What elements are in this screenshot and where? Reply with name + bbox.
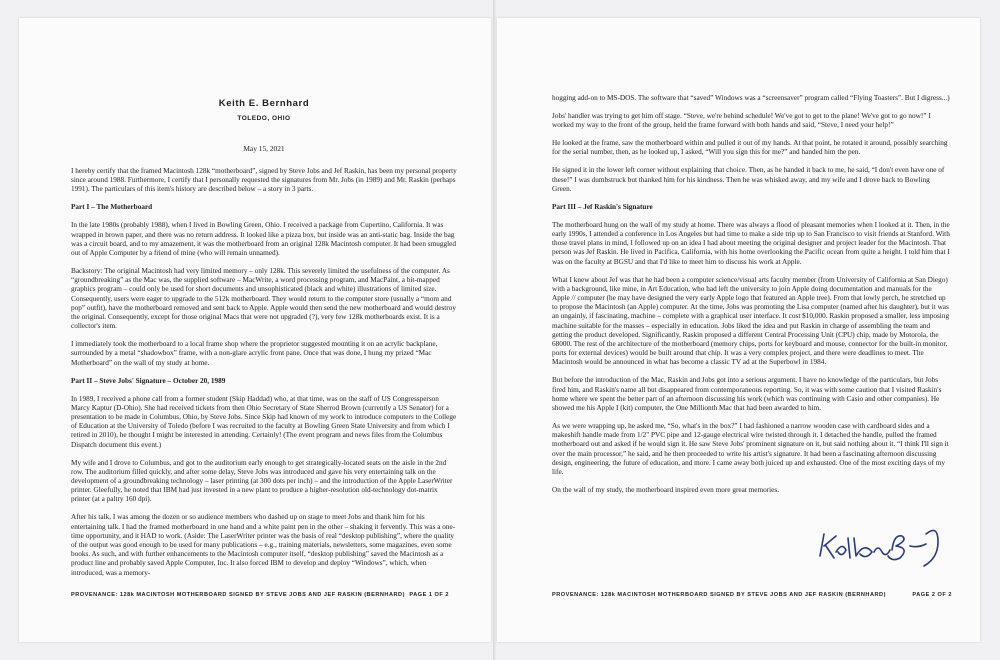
paragraph: As we were wrapping up, he asked me, “So, what's in the box?” I had fashioned a narrow wooden case with cardboard sides and a makeshift handle made from 1/2" PVC pipe and 12-gauge electrical wire twisted through it. I detached the handle, pulled the framed motherboard out and asked if he would sign it. He saw Steve Jobs' prominent signature on it, but said nothing about it. “I think I'll sign it over the main processor,” he said, and he then proceeded to write his artist's signature. It had been a fascinating afternoon discussing design, engineering, the future of education, and more. I came away both juiced up and exhausted. One of the most exciting days of my life.	[552, 422, 949, 477]
paragraph: In the late 1980s (probably 1988), when I lived in Bowling Green, Ohio. I received a package from Cupertino, California. It was wrapped in brown paper, and there was no return address. It looked like a pizza box, but inside was an anti-static bag. Inside the bag was a circuit board, and to my amazement, it was the motherboard from an original 128k Macintosh computer. It had been smuggled out of Apple Computer by a friend of mine (who will remain unnamed).	[71, 221, 456, 258]
letter-date: May 15, 2021	[243, 144, 285, 153]
paragraph: Backstory: The original Macintosh had very limited memory – only 128k. This severely limited the usefulness of the computer. As “groundbreaking” as the Mac was, the supplied software – MacWrite, a word processing program, and MacPaint, a bit-mapped graphics program – could only be used for short documents and unsophisticated (black and white) illustrations of limited size. Consequently, users were eager to upgrade to the 512k motherboard. They would return to the computer store (usually a “mom and pop” outfit), have the motherboard removed and sent back to Apple. Apple would then send the new motherboard and would destroy the original. Consequently, except for those original Macs that were not upgraded (?), very few 128k motherboards exist. It is a collector's item.	[71, 267, 456, 331]
document-page-1	[19, 18, 491, 642]
paragraph: In 1989, I received a phone call from a former student (Skip Haddad) who, at that time, was on the staff of US Congressperson Marcy Kaptur (D-Ohio). She had received tickets from then Ohio Secretary of State Sherrod Brown (currently a US Senator) for a presentation to be made in Columbus, Ohio, by Steve Jobs. Since Skip had known of my work to introduce computers to the College of Education at the University of Toledo (before I was recruited to the faculty at Bowling Green State University and from which I retired in 2010), he thought I might be interested in attending. Certainly! (The event program and news files from the Columbus Dispatch document this event.)	[71, 394, 457, 449]
intro-paragraph: I hereby certify that the framed Macintosh 128k “motherboard”, signed by Steve Jobs and Jef Raskin, has been my personal property since around 1988. Furthermore, I certify that I personally requested the signatures from Mr. Jobs (in 1989) and Mr. Raskin (perhaps 1991). The particulars of this item's history are described below – a story in 3 parts.	[71, 167, 457, 194]
part-1-heading: Part I – The Motherboard	[71, 203, 153, 212]
page-2-footer	[497, 592, 980, 598]
letterhead-city: TOLEDO, OHIO	[237, 115, 291, 122]
letterhead	[71, 98, 457, 122]
document-page-2	[497, 18, 980, 642]
part-3-heading: Part III – Jef Raskin's Signature	[552, 202, 653, 211]
paragraph: What I knew about Jef was that he had been a computer science/visual arts faculty member (from University of California at San Diego) with a background, like mine, in Art Education, who had left the university to join Apple doing documentation and manuals for the Apple // computer (he may have designed the very early Apple logo that featured an Apple tree). From that lowly perch, he stretched up to propose the Macintosh (an Apple) computer. At the time, Jobs was promoting the Lisa computer (named after his daughter), but it was an ungainly, if fascinating, machine – complete with a graphical user interface. It cost $10,000. Raskin proposed a smaller, less imposing machine suitable for the masses – especially in education. Jobs liked the idea and put Raskin in charge of assembling the team and getting the product developed. Significantly, Raskin proposed a different Central Processing Unit (CPU) chip, made by Motorola, the 68000. The rest of the architecture of the motherboard (memory chips, ports for keyboard and mouse, connector for the built-in monitor, ports for external devices) would be built around that chip. It was a very complex project, and there were deadlines to meet. The Macintosh would be announced in what has become a classic TV ad at the Superbowl in 1984.	[552, 275, 950, 367]
footer-provenance: PROVENANCE: 128k MACINTOSH MOTHERBOARD SIGNED BY STEVE JOBS AND JEF RASKIN (BERNHARD)	[71, 592, 405, 598]
paragraph: Jobs' handler was trying to get him off stage. “Steve, we're behind schedule! We've got to get to the plane! We've got to go now!” I worked my way to the front of the group, held the frame forward with both hands and said, “Steve, I need your help!”	[552, 112, 931, 130]
paragraph: He looked at the frame, saw the motherboard within and pulled it out of my hands. At that point, he rotated it around, possibly searching for the serial number, then, as he looked up, I asked, “Will you sign this for me?” and handed him the pen.	[552, 139, 948, 157]
paragraph: My wife and I drove to Columbus, and got to the auditorium early enough to get strategically-located seats on the aisle in the 2nd row. The auditorium filled quickly, and after some delay, Steve Jobs was introduced and gave his very entertaining talk on the development of a groundbreaking technology – laser printing (at 300 dots per inch) – and the introduction of the Apple LaserWriter printer. Gleefully, he noted that IBM had just invested in a new plant to produce a higher-resolution old-technology dot-matrix printer (at a paltry 160 dpi).	[71, 458, 453, 504]
paragraph: He signed it in the lower left corner without explaining that choice. Then, as he handed it back to me, he said, “I don't even have one of these!” I was dumbstruck but thanked him for his kindness. Then he was whisked away, and my wife and I drove back to Bowling Green.	[552, 166, 945, 193]
letterhead-name: Keith E. Bernhard	[218, 98, 310, 109]
paragraph: I immediately took the motherboard to a local frame shop where the proprietor suggested mounting it on an acrylic backplane, surrounded by a metal “shadowbox” frame, with a non-glare acrylic front pane. Once that was done, I hung my prized “Mac Motherboard” on the wall of my study at home.	[71, 340, 438, 367]
page-divider	[493, 0, 496, 660]
paragraph: After his talk, I was among the dozen or so audience members who dashed up on stage to meet Jobs and thank him for his entertaining talk. I had the framed motherboard in one hand and a white paint pen in the other – shaking it fervently. This was a one-time opportunity, and it HAD to work. (Aside: The LaserWriter printer was the basis of real “desktop publishing”, where the quality of the output was good enough to be used for many publications – e.g., training materials, newsletters, some magazines, even some books. As such, and with further enhancements to the Macintosh computer itself, “desktop publishing” saved the Macintosh as a product line and probably saved Apple Computer, Inc. It also forced IBM to develop and deploy “Windows”, which, when introduced, was a memory-	[71, 513, 456, 577]
part-2-heading: Part II – Steve Jobs' Signature – October 20, 1989	[71, 376, 226, 385]
paragraph: hogging add-on to MS-DOS. The software that “saved” Windows was a “screensaver” program called “Flying Toasters”. But I digress...)	[552, 94, 950, 102]
footer-provenance: PROVENANCE: 128k MACINTOSH MOTHERBOARD SIGNED BY STEVE JOBS AND JEF RASKIN (BERNHARD)	[552, 592, 886, 598]
paragraph: But before the introduction of the Mac, Raskin and Jobs got into a serious argument. I have no knowledge of the particulars, but Jobs fired him, and Raskin's name all but disappeared from contemporaneous reporting. So, it was with some caution that I visited Raskin's home where we spent the better part of an afternoon discussing his work (which was continuing with Casio and other companies). He showed me his Apple I (kit) computer, the One Millionth Mac that had been awarded to him.	[552, 376, 942, 413]
footer-page-number: PAGE 2 OF 2	[912, 592, 952, 598]
footer-page-number: PAGE 1 OF 2	[409, 592, 449, 598]
closing-paragraph: On the wall of my study, the motherboard inspired even more great memories.	[552, 486, 780, 495]
paragraph: The motherboard hung on the wall of my study at home. There was always a flood of pleasant memories when I looked at it. Then, in the early 1990s, I attended a conference in Los Angeles but had time to make a side trip up to San Francisco to visit friends at Stanford. With those travel plans in mind, I followed up on an idea I had about meeting the original designer and project leader for the Macintosh. That person was Jef Raskin. He lived in Pacifica, California, with his home overlooking the Pacific ocean from quite a height. I told him that I was on the faculty at BGSU and that I'd like to meet him to discuss his work at Apple.	[552, 220, 950, 266]
page-1-body	[19, 18, 491, 642]
page-1-footer	[19, 592, 491, 598]
handwritten-signature	[814, 512, 944, 572]
